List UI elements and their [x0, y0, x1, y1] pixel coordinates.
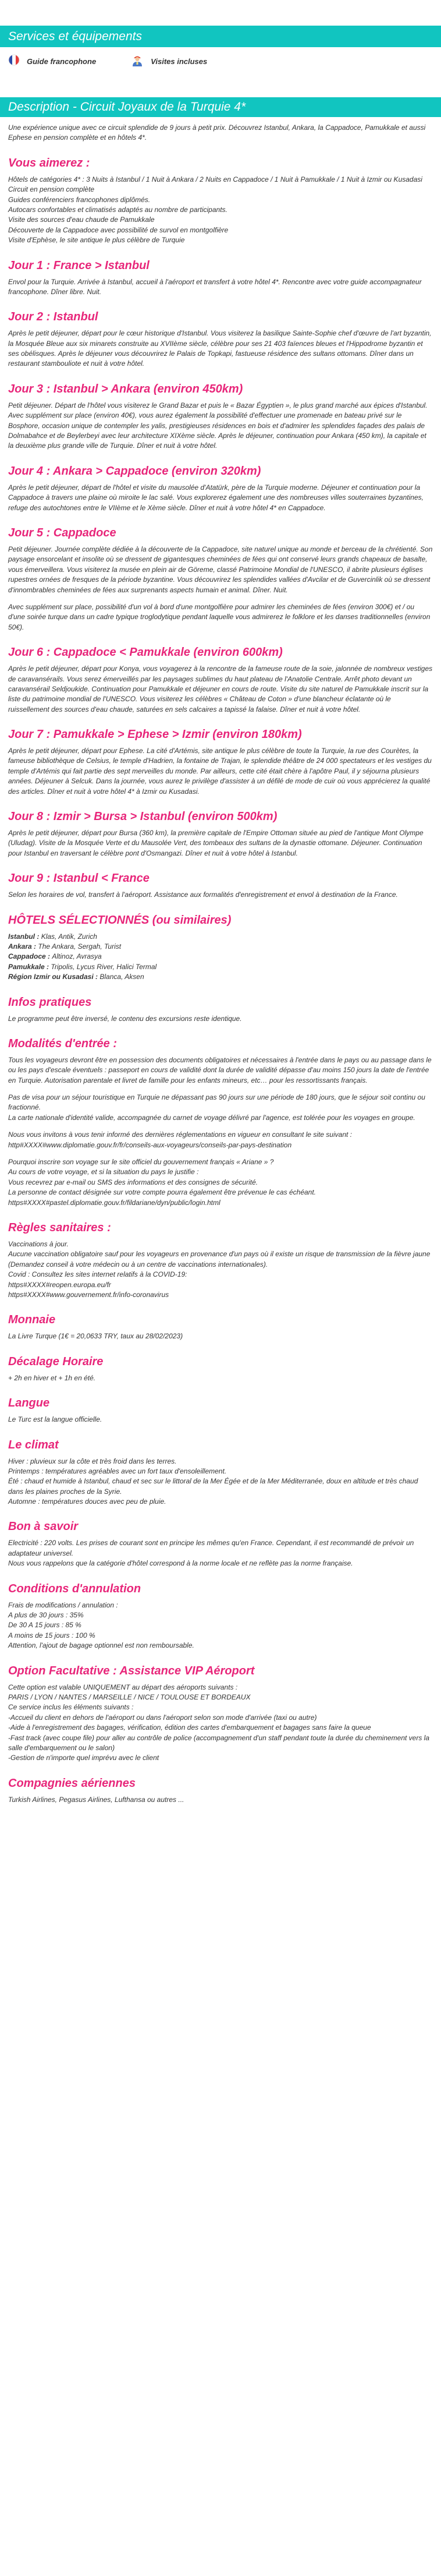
day-text: Après le petit déjeuner, départ pour Konya, vous voyagerez à la rencontre de la fameuse route de la soie, jalonnée de nombreux vestiges de caravansérails. Vous serez émerveillés par les paysages sublimes du haut plateau de l'Anatolie Centrale. Arrêt photo devant un caravansérail Seldjoukide. Continuation pour Pamukkale et déjeuner en cours de route. Visite du site naturel de Pamukkale inscrit sur la liste du patrimoine mondial de l'UNESCO. Vous visiterez les célèbres « Château de Coton » d'une blancheur éclatante où le ruissellement des sources d'eau chaude, saturées en sels calcaires a tapissé la falaise. Dîner et nuit à votre hôtel. — [8, 665, 433, 713]
list-item: Circuit en pension complète — [8, 185, 95, 194]
ariane-link: https#XXXX#pastel.diplomatie.gouv.fr/fildariane/dyn/public/login.html — [8, 1198, 221, 1207]
day-title: Jour 3 : Istanbul > Ankara (environ 450km) — [8, 382, 243, 395]
day-text: Après le petit déjeuner, départ pour Bursa (360 km), la première capitale de l'Empire Ottoman située au pied de l'antique Mont Olympe (Uludag). Visite de la Mosquée Verte et du Mausolée Vert, des tombeaux des sultans de la dynastie ottomane. Déjeuner. Continuation pour Istanbul en traversant le célèbre pont d'Osmangazi. Dîner et nuit à votre hôtel à Istanbul. — [8, 829, 424, 857]
hotel-row: Istanbul : Klas, Antik, Zurich — [8, 932, 97, 941]
day-title: Jour 4 : Ankara > Cappadoce (environ 320km) — [8, 464, 261, 478]
hotel-city: Ankara — [8, 942, 32, 950]
hotel-names: Altinoz, Avrasya — [52, 952, 102, 961]
ariane-line: La personne de contact désignée sur votre compte pourra également être prévenue le cas échéant. — [8, 1188, 316, 1197]
hotel-row: Région Izmir ou Kusadasi : Blanca, Aksen — [8, 973, 144, 981]
day-text: Après le petit déjeuner, départ pour Ephese. La cité d'Artémis, site antique le plus célèbre de toute la Turquie, la rue des Courètes, la fameuse bibliothèque de Celsius, le temple d'Hadrien, la fontaine de Trajan, le splendide théâtre de 24 000 spectateurs et les vestiges du temple d'Artémis qui fait partie des sept merveilles du monde. Par ailleurs, cette cité était chère à l'apôtre Paul, il y séjourna plusieurs années. Déjeuner à Selcuk. Dans la journée, vous aurez le privilège d'assister à un défilé de mode de cuir où vous apprécierez la qualité des articles. Dîner et nuit à votre hôtel 4* à Izmir ou Kusadasi. — [8, 747, 432, 796]
sanitaire-line: Covid : Consultez les sites internet relatifs à la COVID-19: — [8, 1270, 187, 1279]
option-vip-line: -Aide à l'enregistrement des bagages, vérification, édition des cartes d'embarquement et bagages sans faire la queue — [8, 1723, 371, 1732]
section-title-annulation: Conditions d'annulation — [8, 1582, 141, 1595]
day-text: Après le petit déjeuner, départ pour le cœur historique d'Istanbul. Vous visiterez la basilique Sainte-Sophie chef d'œuvre de l'art byzantin, la Mosquée Bleue aux six minarets construite au XVIIème siècle, célèbre pour ses 21 403 faïences bleues et l'Hippodrome byzantin et ses obélisques. Après le déjeuner vous découvrirez le Palais de Topkapi, fastueuse résidence des sultans ottomans. Dîner dans un restaurant stambouliote et nuit à votre hôtel. — [8, 329, 432, 368]
option-vip-line: Cette option est valable UNIQUEMENT au départ des aéroports suivants : — [8, 1683, 238, 1691]
day-title: Jour 7 : Pamukkale > Ephese > Izmir (environ 180km) — [8, 728, 302, 741]
monnaie-text: La Livre Turque (1€ = 20,0633 TRY, taux au 28/02/2023) — [8, 1332, 183, 1341]
hotel-row: Pamukkale : Tripolis, Lycus River, Halici Termal — [8, 962, 157, 971]
services-header — [0, 26, 441, 47]
section-title-regles-sanitaires: Règles sanitaires : — [8, 1221, 111, 1234]
annulation-line: Frais de modifications / annulation : — [8, 1600, 118, 1609]
annulation-line: A moins de 15 jours : 100 % — [8, 1631, 95, 1639]
service-visites-incluses — [131, 54, 207, 70]
description-title: Description - Circuit Joyaux de la Turquie 4* — [8, 100, 246, 114]
day-text: Avec supplément sur place, possibilité d'un vol à bord d'une montgolfière pour admirer les cheminées de fées (environ 300€) et / ou d'une soirée turque dans un cadre typique troglodytique pendant laquelle vous admirerez le folklore et les danses traditionnelles (environ 50€). — [8, 602, 431, 631]
sanitaire-link: https#XXXX#reopen.europa.eu/fr — [8, 1280, 111, 1289]
section-title-climat: Le climat — [8, 1438, 59, 1451]
bon-a-savoir-line: Electricité : 220 volts. Les prises de courant sont en principe les mêmes qu'en France. Cependant, il est recommandé de prévoir un adaptateur universel. — [8, 1539, 414, 1557]
option-vip-line: -Gestion de n'importe quel imprévu avec le client — [8, 1754, 159, 1762]
annulation-line: A plus de 30 jours : 35% — [8, 1611, 84, 1620]
modalites-text: Nous vous invitons à vous tenir informé des dernières réglementations en vigueur en consultant le site suivant : http#XXXX#www.diplomatie.gouv.fr/fr/conseils-aux-voyageurs/conseils-par-pays-destination — [8, 1130, 352, 1149]
hotel-row: Cappadoce : Altinoz, Avrasya — [8, 952, 102, 961]
section-title-option-vip: Option Facultative : Assistance VIP Aéroport — [8, 1664, 255, 1677]
hotel-names: Blanca, Aksen — [99, 973, 144, 981]
section-title-hotels: HÔTELS SÉLECTIONNÉS (ou similaires) — [8, 913, 232, 927]
day-title: Jour 8 : Izmir > Bursa > Istanbul (environ 500km) — [8, 810, 278, 824]
option-vip-line: -Fast track (avec coupe file) pour aller au contrôle de police (accompagnement d'un staff pendant toute la durée du cheminement vers la salle d'embarquement ou le salon) — [8, 1733, 430, 1752]
regles-sanitaires-list — [8, 1239, 433, 1300]
services-list — [0, 47, 441, 76]
description-content — [0, 123, 441, 1805]
day-title: Jour 6 : Cappadoce < Pamukkale (environ 600km) — [8, 646, 283, 659]
list-item: Guides conférenciers francophones diplômés. — [8, 195, 151, 204]
day-title: Jour 5 : Cappadoce — [8, 526, 116, 539]
service-guide-francophone — [8, 54, 96, 69]
option-vip-line: -Accueil du client en dehors de l'aéroport ou dans l'aéroport selon son mode d'arrivée (taxi ou autre) — [8, 1713, 317, 1722]
hotel-names: Tripolis, Lycus River, Halici Termal — [51, 962, 157, 971]
climat-line: Hiver : pluvieux sur la côte et très froid dans les terres. — [8, 1457, 177, 1465]
option-vip-line: Ce service inclus les éléments suivants : — [8, 1703, 134, 1712]
ariane-line: Pourquoi inscrire son voyage sur le site officiel du gouvernement français « Ariane » ? — [8, 1158, 274, 1167]
compagnies-text: Turkish Airlines, Pegasus Airlines, Lufthansa ou autres ... — [8, 1795, 184, 1804]
day-text: Selon les horaires de vol, transfert à l'aéroport. Assistance aux formalités d'enregistrement et envol à destination de la France. — [8, 891, 398, 899]
intro-text: Une expérience unique avec ce circuit splendide de 9 jours à petit prix. Découvrez Istanbul, Ankara, la Cappadoce, Pamukkale et aussi Ephese en pension complète et en hôtels 4*. — [8, 123, 426, 142]
list-item: Découverte de la Cappadoce avec possibilité de survol en montgolfière — [8, 225, 229, 234]
hotels-list — [8, 932, 433, 983]
infos-pratiques-text: Le programme peut être inversé, le contenu des excursions reste identique. — [8, 1014, 242, 1023]
hotel-city: Région Izmir ou Kusadasi — [8, 973, 94, 981]
bon-a-savoir-line: Nous vous rappelons que la catégorie d'hôtel correspond à la norme locale et ne reflète pas la norme française. — [8, 1559, 353, 1568]
annulation-list — [8, 1600, 433, 1651]
description-header — [0, 97, 441, 117]
hotel-row: Ankara : The Ankara, Sergah, Turist — [8, 942, 122, 950]
section-title-compagnies: Compagnies aériennes — [8, 1776, 136, 1790]
sanitaire-link: https#XXXX#www.gouvernement.fr/info-coronavirus — [8, 1290, 169, 1299]
ariane-line: Vous recevrez par e-mail ou SMS des informations et des consignes de sécurité. — [8, 1178, 258, 1186]
day-text: Petit déjeuner. Départ de l'hôtel vous visiterez le Grand Bazar et puis le « Bazar Égyptien », le plus grand marché aux épices d'Istanbul. Avec supplément sur place (environ 40€), vous aurez également la possibilité d'effectuer une promenade en bateau privé sur le Bosphore, occasion unique de contempler les yalis, prestigieuses résidences en bois et d'admirer les splendides façades des palais de Dolmabahce et de Beylerbeyi avec leur architecture XIXème siècle. Après le déjeuner, continuation pour Ankara (450 km), la capitale et la deuxième plus grande ville de Turquie. Dîner et nuit à votre hôtel. — [8, 401, 428, 450]
langue-text: Le Turc est la langue officielle. — [8, 1415, 102, 1424]
day-title: Jour 1 : France > Istanbul — [8, 259, 150, 272]
option-vip-line: PARIS / LYON / NANTES / MARSEILLE / NICE / TOULOUSE ET BORDEAUX — [8, 1692, 251, 1701]
list-item: Hôtels de catégories 4* : 3 Nuits à Istanbul / 1 Nuit à Ankara / 2 Nuits en Cappadoce / 1 Nuit à Pamukkale / 1 Nuit à Izmir ou Kusadasi — [8, 175, 422, 183]
day-text: Envol pour la Turquie. Arrivée à Istanbul, accueil à l'aéroport et transfert à votre hôtel 4*. Rencontre avec votre guide accompagnateur francophone. Dîner libre. Nuit. — [8, 277, 422, 296]
modalites-text: Pas de visa pour un séjour touristique en Turquie ne dépassant pas 90 jours sur une période de 180 jours, que le séjour soit continu ou fractionné. — [8, 1093, 425, 1112]
modalites-text: La carte nationale d'identité valide, accompagnée du carnet de voyage délivré par l'agence, est tolérée pour les voyages en groupe. — [8, 1113, 415, 1122]
ariane-info — [8, 1157, 433, 1208]
list-item: Visite d'Ephèse, le site antique le plus célèbre de Turquie — [8, 236, 185, 245]
annulation-line: Attention, l'ajout de bagage optionnel est non remboursable. — [8, 1641, 194, 1650]
french-flag-icon — [8, 54, 20, 69]
day-title: Jour 2 : Istanbul — [8, 310, 98, 324]
hotel-city: Pamukkale — [8, 962, 45, 971]
annulation-line: De 30 A 15 jours : 85 % — [8, 1621, 81, 1630]
bon-a-savoir-list — [8, 1538, 433, 1568]
service-label: Visites incluses — [151, 56, 208, 66]
section-title-monnaie: Monnaie — [8, 1313, 56, 1327]
modalites-text: Tous les voyageurs devront être en possession des documents obligatoires et nécessaires à l'entrée dans le pays ou au passage dans le ou les pays d'escale éventuels : passeport en cours de validité dont la durée de validité dépasse d'au moins 150 jours la date de l'entrée en Turquie. Autorisation parentale et livret de famille pour les enfants mineurs, etc… pour les ressortissants français. — [8, 1055, 432, 1084]
climat-line: Automne : températures douces avec peu de pluie. — [8, 1497, 166, 1506]
service-label: Guide francophone — [27, 56, 97, 66]
section-title-decalage: Décalage Horaire — [8, 1355, 104, 1368]
hotel-names: The Ankara, Sergah, Turist — [38, 942, 122, 950]
list-item: Autocars confortables et climatisés adaptés au nombre de participants. — [8, 205, 227, 214]
section-title-modalites: Modalités d'entrée : — [8, 1037, 118, 1050]
option-vip-list — [8, 1683, 433, 1764]
guide-person-icon — [131, 54, 144, 70]
list-item: Visite des sources d'eau chaude de Pamukkale — [8, 215, 155, 224]
vous-aimerez-list — [8, 175, 433, 246]
sanitaire-line: Aucune vaccination obligatoire sauf pour les voyageurs en provenance d'un pays où il existe un risque de transmission de la fièvre jaune (Demandez conseil à votre médecin ou à un centre de vaccinations internationales). — [8, 1250, 431, 1268]
day-text: Après le petit déjeuner, départ de l'hôtel et visite du mausolée d'Atatürk, père de la Turquie moderne. Déjeuner et continuation pour la Cappadoce à travers une plaine où miroite le lac salé. Vous explorerez également une des nombreuses villes souterraines byzantines, refuge des autochtones entre le VIIème et le Xème siècle. Dîner et nuit à votre hôtel 4* en Cappadoce. — [8, 483, 424, 512]
section-title-infos-pratiques: Infos pratiques — [8, 995, 92, 1009]
day-title: Jour 9 : Istanbul < France — [8, 872, 150, 885]
hotel-city: Istanbul — [8, 932, 35, 941]
sanitaire-line: Vaccinations à jour. — [8, 1240, 69, 1248]
climat-list — [8, 1457, 433, 1507]
day-text: Petit déjeuner. Journée complète dédiée à la découverte de la Cappadoce, site naturel unique au monde et berceau de la chrétienté. Son paysage ensorcelant et insolite où se dressent de gigantesques cheminées de fées qui ont conservé leurs grands chapeaux de basalte, vous émerveillera. Vous visiterez la musée en plein air de Göreme, classé Patrimoine Mondial de l'UNESCO, il abrite plusieurs églises rupestres ornées de fresques de la période byzantine. Vous découvrirez les splendides vallées d'Avcilar et de Guvercinlik où se dressent d'innombrables cheminées de fées aux surprenants aspects humain et animal. Dîner. Nuit. — [8, 545, 433, 594]
climat-line: Printemps : températures agréables avec un fort taux d'ensoleillement. — [8, 1467, 227, 1475]
ariane-line: Au cours de votre voyage, et si la situation du pays le justifie : — [8, 1168, 199, 1176]
decalage-text: + 2h en hiver et + 1h en été. — [8, 1373, 96, 1382]
hotel-names: Klas, Antik, Zurich — [41, 932, 97, 941]
hotel-city: Cappadoce — [8, 952, 46, 961]
services-title: Services et équipements — [8, 30, 142, 43]
section-title-langue: Langue — [8, 1397, 50, 1410]
section-title-bon-a-savoir: Bon à savoir — [8, 1520, 79, 1533]
section-title-vous-aimerez: Vous aimerez : — [8, 156, 90, 169]
climat-line: Été : chaud et humide à Istanbul, chaud et sec sur le littoral de la Mer Égée et de la Mer Méditerranée, doux en altitude et très chaud dans les plaines proches de la Syrie. — [8, 1477, 418, 1496]
